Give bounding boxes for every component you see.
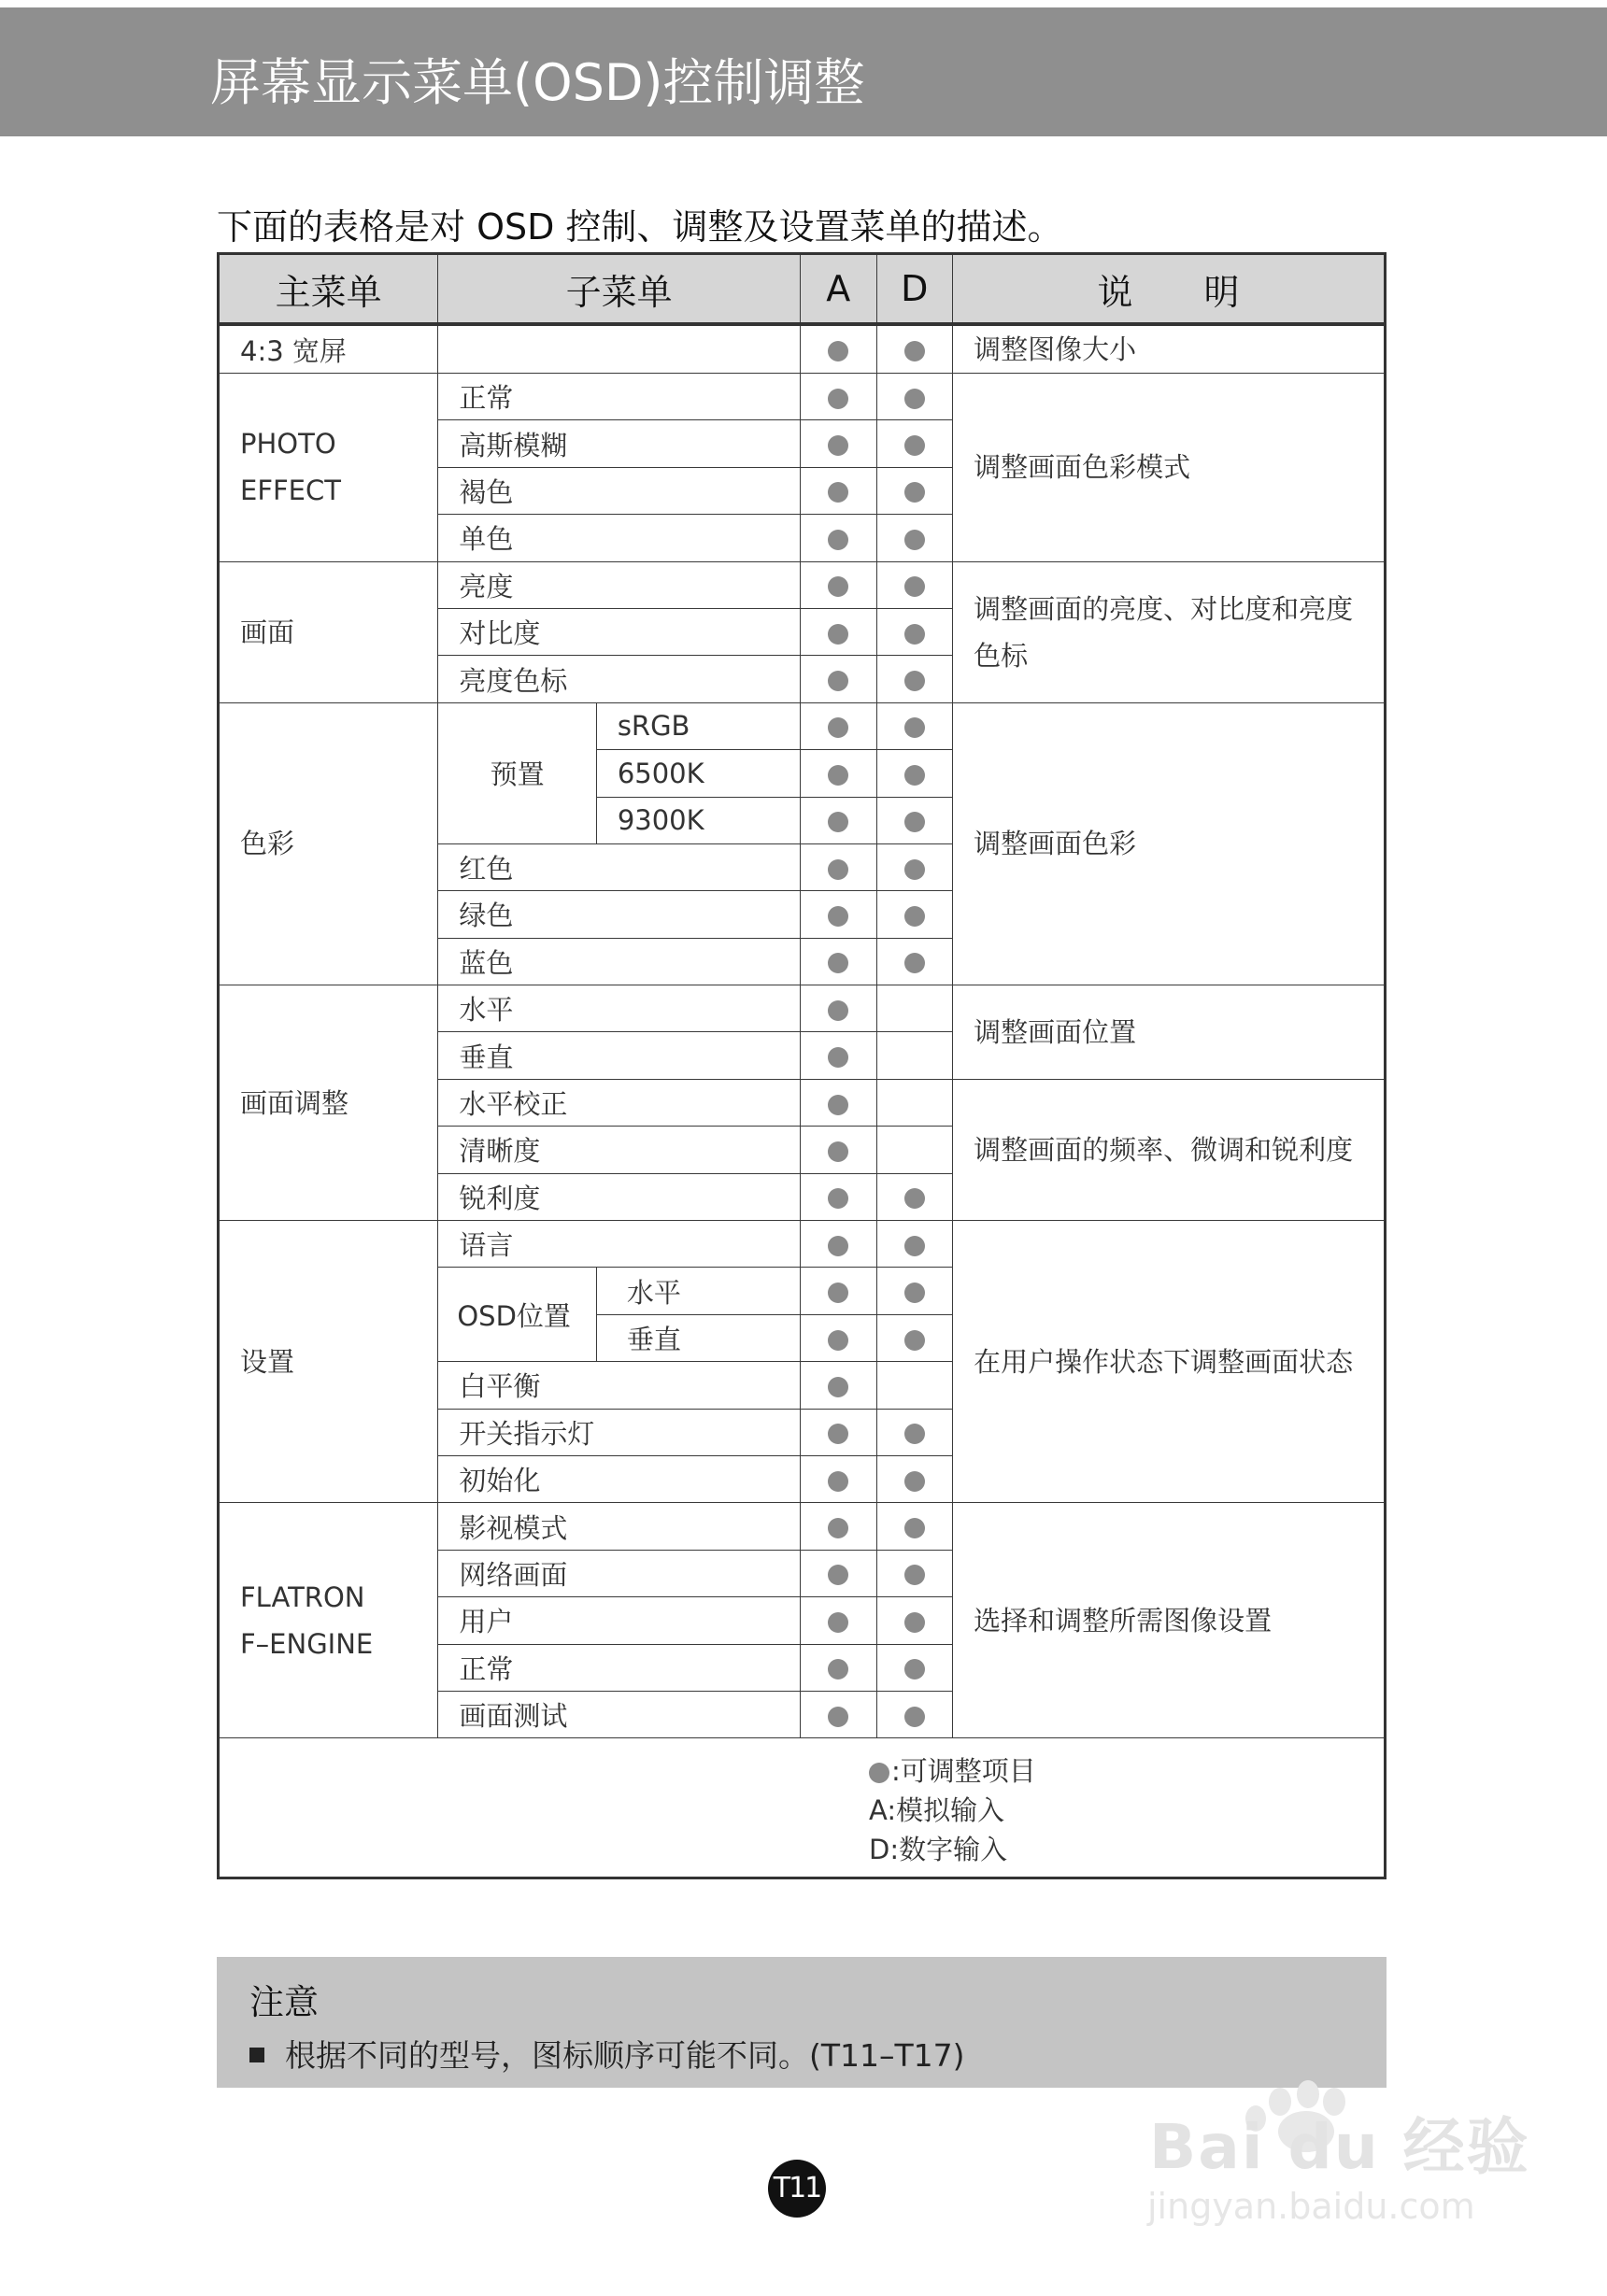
main-menu-flatron-f-engine: FLATRON F–ENGINE	[219, 1503, 438, 1738]
main-menu-setup: 设置	[219, 1221, 438, 1503]
header-d: D	[876, 254, 953, 325]
main-menu-picture-adjust: 画面调整	[219, 985, 438, 1221]
adjustable-dot	[904, 671, 925, 691]
adjustable-dot	[828, 435, 848, 456]
sub-menu-item: 亮度色标	[438, 656, 801, 702]
bullet-square-icon	[249, 2048, 264, 2062]
adjustable-dot	[904, 953, 925, 973]
adjustable-dot	[828, 906, 848, 927]
sub-menu-item: 影视模式	[438, 1503, 801, 1550]
legend	[869, 1751, 1036, 1869]
adjustable-dot	[828, 1565, 848, 1585]
header-a: A	[800, 254, 876, 325]
adjustable-dot	[904, 1565, 925, 1585]
adjustable-dot	[904, 482, 925, 503]
adjustable-dot	[828, 1330, 848, 1351]
adjustable-dot	[904, 1188, 925, 1209]
adjustable-dot	[828, 624, 848, 645]
sub-menu-item: 亮度	[438, 561, 801, 608]
main-menu-picture: 画面	[219, 561, 438, 702]
adjustable-dot	[904, 1424, 925, 1444]
preset-item: sRGB	[596, 702, 800, 749]
description: 调整画面色彩	[953, 702, 1386, 985]
description: 调整画面的频率、微调和锐利度	[953, 1079, 1386, 1220]
sub-menu-item: 初始化	[438, 1455, 801, 1502]
header-main-menu: 主菜单	[219, 254, 438, 325]
adjustable-dot	[828, 1424, 848, 1444]
note-box	[217, 1957, 1387, 2088]
adjustable-dot	[904, 812, 925, 832]
table-row	[219, 374, 1386, 420]
adjustable-dot	[828, 1707, 848, 1727]
adjustable-dot	[828, 1283, 848, 1303]
adjustable-dot	[828, 717, 848, 738]
watermark-brand: Bai du 经验	[1149, 2111, 1530, 2183]
preset-item: 9300K	[596, 797, 800, 843]
adjustable-dot	[904, 1283, 925, 1303]
main-menu-wide: 4:3 宽屏	[219, 324, 438, 374]
table-row	[219, 1503, 1386, 1550]
sub-menu-preset: 预置	[438, 702, 596, 843]
adjustable-dot	[828, 953, 848, 973]
adjustable-dot	[904, 435, 925, 456]
legend-row	[219, 1738, 1386, 1878]
note-text: 根据不同的型号，图标顺序可能不同。(T11–T17)	[285, 2037, 965, 2074]
adjustable-dot	[828, 1518, 848, 1538]
sub-menu-item: 褐色	[438, 467, 801, 514]
adjustable-dot	[904, 859, 925, 880]
description: 调整画面位置	[953, 985, 1386, 1080]
page-title: 屏幕显示菜单(OSD)控制调整	[210, 53, 865, 112]
legend-analog: A:模拟输入	[869, 1794, 1005, 1827]
sub-menu-item: 蓝色	[438, 938, 801, 985]
table-header-row	[219, 254, 1386, 325]
adjustable-dot	[828, 1659, 848, 1679]
adjustable-dot	[828, 765, 848, 786]
sub-menu-item: 垂直	[438, 1032, 801, 1079]
osd-position-item: 水平	[596, 1268, 800, 1314]
adjustable-dot	[828, 1000, 848, 1021]
page-number: T11	[768, 2160, 826, 2218]
sub-menu-item: 白平衡	[438, 1362, 801, 1409]
adjustable-dot	[904, 765, 925, 786]
adjustable-dot	[828, 1095, 848, 1115]
sub-menu-item: 画面测试	[438, 1691, 801, 1737]
adjustable-dot	[828, 859, 848, 880]
adjustable-dot	[904, 624, 925, 645]
main-menu-photo-effect: PHOTO EFFECT	[219, 374, 438, 562]
adjustable-dot	[904, 576, 925, 597]
sub-menu-item: 清晰度	[438, 1127, 801, 1173]
adjustable-dot	[828, 1612, 848, 1633]
adjustable-dot	[828, 389, 848, 409]
osd-menu-table	[217, 252, 1387, 1879]
sub-menu-item: 水平校正	[438, 1079, 801, 1126]
adjustable-dot	[904, 1659, 925, 1679]
adjustable-dot	[904, 906, 925, 927]
sub-menu-item: 单色	[438, 515, 801, 561]
adjustable-dot	[904, 530, 925, 550]
description: 在用户操作状态下调整画面状态	[953, 1221, 1386, 1503]
sub-menu-item: 红色	[438, 843, 801, 890]
sub-menu-item: 语言	[438, 1221, 801, 1268]
adjustable-dot	[828, 1471, 848, 1492]
adjustable-dot	[828, 530, 848, 550]
intro-text: 下面的表格是对 OSD 控制、调整及设置菜单的描述。	[217, 206, 1063, 248]
adjustable-dot	[828, 341, 848, 361]
adjustable-dot	[904, 1707, 925, 1727]
adjustable-dot	[828, 1047, 848, 1068]
legend-dot-text: :可调整项目	[891, 1755, 1036, 1788]
note-title: 注意	[249, 1982, 319, 2022]
description: 调整画面色彩模式	[953, 374, 1386, 562]
adjustable-dot	[904, 1330, 925, 1351]
adjustable-dot	[904, 717, 925, 738]
legend-digital: D:数字输入	[869, 1834, 1008, 1866]
description: 选择和调整所需图像设置	[953, 1503, 1386, 1738]
osd-position-item: 垂直	[596, 1314, 800, 1361]
sub-menu-item: 用户	[438, 1597, 801, 1644]
adjustable-dot	[828, 482, 848, 503]
table-row	[219, 561, 1386, 608]
sub-menu-item: 对比度	[438, 608, 801, 655]
table-row	[219, 324, 1386, 374]
sub-menu-item: 锐利度	[438, 1173, 801, 1220]
adjustable-dot	[904, 341, 925, 361]
adjustable-dot	[828, 1141, 848, 1162]
sub-menu-item: 正常	[438, 374, 801, 420]
table-row	[219, 1221, 1386, 1268]
sub-menu-item: 高斯模糊	[438, 420, 801, 467]
adjustable-dot	[904, 1471, 925, 1492]
adjustable-dot	[904, 1236, 925, 1256]
adjustable-dot	[904, 389, 925, 409]
main-menu-color: 色彩	[219, 702, 438, 985]
preset-item: 6500K	[596, 750, 800, 797]
table-row	[219, 985, 1386, 1032]
header-sub-menu: 子菜单	[438, 254, 801, 325]
table-row	[219, 702, 1386, 749]
adjustable-dot	[904, 1612, 925, 1633]
adjustable-dot	[828, 1236, 848, 1256]
sub-menu-item: 水平	[438, 985, 801, 1032]
sub-menu-item: 绿色	[438, 891, 801, 938]
adjustable-dot	[828, 671, 848, 691]
description: 调整图像大小	[953, 324, 1386, 374]
sub-menu-item: 开关指示灯	[438, 1409, 801, 1455]
adjustable-dot	[828, 812, 848, 832]
sub-menu-item: 正常	[438, 1644, 801, 1691]
sub-menu-osd-position: OSD位置	[438, 1268, 596, 1362]
header-description: 说 明	[953, 254, 1386, 325]
adjustable-dot	[828, 1377, 848, 1397]
legend-dot-icon	[869, 1763, 889, 1783]
watermark-url: jingyan.baidu.com	[1147, 2186, 1475, 2227]
adjustable-dot	[828, 576, 848, 597]
adjustable-dot	[828, 1188, 848, 1209]
adjustable-dot	[904, 1518, 925, 1538]
description: 调整画面的亮度、对比度和亮度色标	[953, 561, 1386, 702]
sub-menu-item: 网络画面	[438, 1550, 801, 1596]
